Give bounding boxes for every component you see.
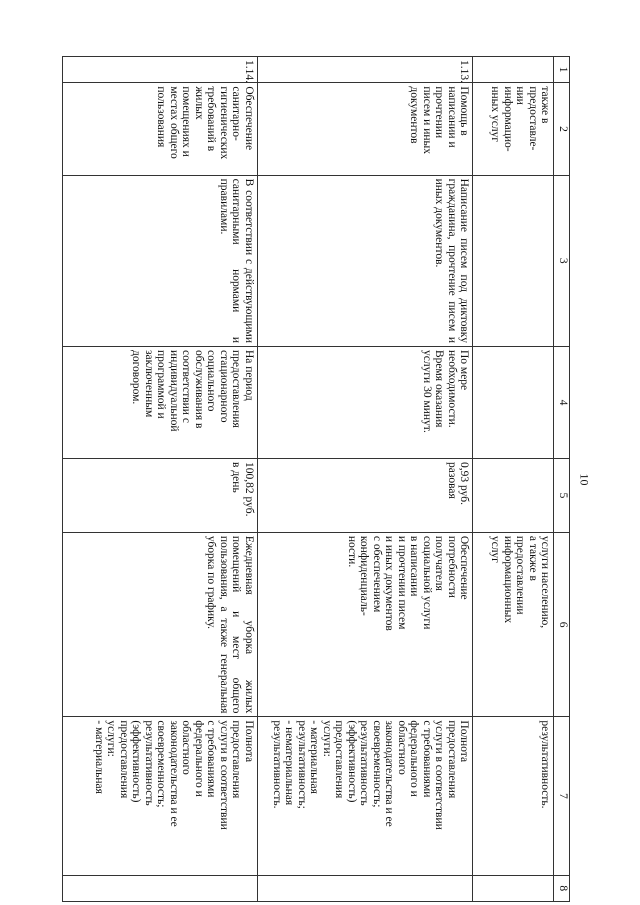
table-row — [257, 57, 473, 902]
service-price-cell: 0,93 руб. разовая — [257, 459, 473, 533]
col-header-5: 5 — [554, 459, 570, 533]
service-name-cell: также в предоставле- нии информацио- нных услуг — [473, 83, 554, 175]
page-number: 10 — [577, 473, 592, 486]
service-number-cell: 1.14. — [63, 57, 258, 83]
col-header-6: 6 — [554, 532, 570, 717]
table-row — [63, 57, 258, 902]
service-description-cell: В соответствии с действующими санитарными нормами и правилами. — [63, 175, 258, 346]
service-term-cell: По мере необходимости. Время оказания услуги 30 минут. — [257, 346, 473, 458]
col-header-7: 7 — [554, 717, 570, 875]
rotated-table-wrapper — [62, 56, 570, 902]
service-term-cell: На период предоставления стационарного социального обслуживания в соответствии с индивидуальной программой и заключенным договором. — [63, 346, 258, 458]
service-description-cell: Написание писем под диктовку гражданина, прочтение писем и иных документов. — [257, 175, 473, 346]
services-table — [62, 56, 570, 902]
service-quality-cell: Полнота предоставления услуги в соответствии с требованиями федерального и областного законодательства и ее своевременность; результативность (эффективность) предоставления услуги: - материальная результативность; - нематериальная результативность. — [257, 717, 473, 875]
col-header-4: 4 — [554, 346, 570, 458]
col-header-8: 8 — [554, 875, 570, 901]
service-number-cell: 1.13. — [257, 57, 473, 83]
header-row — [554, 57, 570, 902]
service-name-cell: Обеспечение санитарно- гигиенических требований в жилых помещениях и местах общего пользования — [63, 83, 258, 175]
service-quality-cell: результативность. — [473, 717, 554, 875]
service-quality-cell: Полнота предоставления услуги в соответствии с требованиями федерального и областного законодательства и ее своевременность; результативность (эффективность) предоставления услуги: - материальная — [63, 717, 258, 875]
service-price-cell: 100,82 руб. в день — [63, 459, 258, 533]
service-result-cell: Обеспечение потребности получателя социальной услуги в написании и прочтении писем и иных документов с обеспечением конфиденциаль- ности. — [257, 532, 473, 717]
col-header-1: 1 — [554, 57, 570, 83]
service-result-cell: услуги населению, а также в предоставлении информационных услуг — [473, 532, 554, 717]
service-result-cell: Ежедневная уборка жилых помещений и мест общего пользования, а также генеральная уборка по графику. — [63, 532, 258, 717]
service-name-cell: Помощь в написании и прочтении писем и иных документов — [257, 83, 473, 175]
table-row — [473, 57, 554, 902]
col-header-3: 3 — [554, 175, 570, 346]
col-header-2: 2 — [554, 83, 570, 175]
